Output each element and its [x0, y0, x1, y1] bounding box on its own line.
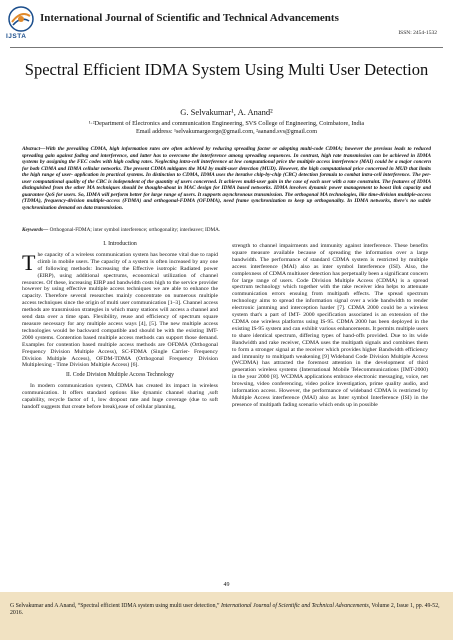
journal-logo-icon	[8, 6, 34, 32]
keywords-label: Keywords—	[22, 227, 49, 233]
cdma-paragraph: In modern communication system, CDMA has created its impact in wireless communication. It offers standard options like dynamic channel sharing ,soft capability, recycle factor of 1, low dropout rate and huge coverage (due to soft handoff suggests that create before break),ease of cellular planning,	[22, 383, 218, 410]
footer-citation	[10, 603, 443, 617]
paper-title: Spectral Efficient IDMA System Using Multi User Detection	[24, 60, 429, 79]
intro-text: he capacity of a wireless communication system has become vital due to rapid climb in mobile users. The capacity of a system is often increased by any one of following methods: Increasing the Effective isotropic Radiated power (EIRP), using additional spectrums, economical utilization of channel resources. Of these, increasing EIRP and bandwidth costs high to the service provider however by using effective multiple access techniques we are able to enhance the capacity. Therefore several researches mainly concentrate on numerous multiple access techniques since the origin of multi user communication [1–3]. Channel access methods are transmission strategies in which many stations will access a channel and send data over a time span. Flexibility, reuse and efficiency of spectrum square measure necessary for any multiple access ways [4], [5]. The new multiple access technologies would be backward compatible and should be with the existing IMT-2000 systems. Contention based multiple access methods can support those demand. Examples for contention based multiple access methods are OFDMA (Orthogonal Frequency Division Multiple Access), SC-FDMA (Single Carrier- Frequency Division Multiple Access), OFDM-TDMA (Orthogonal Frequency Division Multiplexing - Time Division Multiple Access) [6].	[22, 251, 218, 369]
right-paragraph: strength to channel impairments and immunity against interference. These benefits square measure available because of spreading the information over a large bandwidth. The performance of standard CDMA system is restricted by multiple access interference (MAI) also as inter symbol Interference (ISI). Also, the complexness of CDMA multiuser detection has perpetually been a significant concern for large range of users. Code Division Multiple Access (CDMA) is a spread spectrum technology which together with the rake receiver idea helps to attenuate communication errors ensuing from multipath effects. The spread spectrum technology aims to spread the information signal over a wide bandwidth to render electronic jamming and interception harder [7]. CDMA 2000 could be a wireless system that's a part of IMT- 2000 specification associated is an extension of the CDMA one wireless platforms using IS-95. CDMA 2000 has been deployed in the existing IS-95 system and can exhibit various enhancements. It permits multiple users to share identical spectrum, differing types of hand-offs provided. Due to its wide Bandwidth and rake receiver, CDMA uses the multipath signals and combines them to form a stronger signal at the receiver which provides higher Bandwidth efficiency and immunity to multipath weakening [9] Wideband Code Division Multiple Access (WCDMA) has attracted the foremost attention in the development of third generation wireless systems (International Mobile Telecommunications [IMT-2000) in the year 2000 [8]. WCDMA applications embrace electronic messaging, voice, net browsing, video conferencing, video police investigation, prime quality audio, and information access. However, the performance of wideband CDMA is restricted by Multiple Access interference (MAI) also as Inter symbol Interference (ISI) in the presence of multipath fading scenario which ends up in possible	[232, 243, 428, 408]
citation-suffix: , Volume 2, Issue 1, pp. 49-52, 2016.	[10, 603, 440, 617]
issn: ISSN: 2454-1532	[398, 30, 437, 36]
paper-authors: G. Selvakumar¹, A. Anand²	[180, 107, 273, 117]
email-line: Email address: ¹selvakumargeorge@gmail.com, ²aanand.svs@gmail.com	[135, 127, 318, 135]
keywords	[22, 227, 431, 234]
citation-journal: International Journal of Scientific and Technical Advancements	[220, 603, 369, 609]
affiliation-line: ¹·²Department of Electronics and communication Engineering, SVS College of Engineering, Coimbatore, India	[88, 120, 365, 127]
keywords-text: Orthogonal-FDMA; inter symbol interference; orthogonality; interleaver; IDMA.	[48, 227, 221, 233]
section-heading-cdma: II. Code Division Multiple Access Technology	[65, 372, 174, 379]
drop-cap: T	[22, 249, 36, 275]
section-heading-introduction: I. Introduction	[103, 241, 137, 247]
paper-affiliation	[12, 120, 441, 135]
logo-text: IJSTA	[6, 33, 27, 40]
left-column	[22, 238, 218, 413]
page-number: 49	[223, 582, 230, 588]
right-column	[232, 243, 428, 411]
abstract-label: Abstract—	[22, 146, 46, 152]
header-rule	[10, 47, 443, 48]
journal-header	[0, 0, 453, 48]
abstract-text: With the prevailing CDMA, high information rates are often achieved by reducing spreading factor or adopting multi-code CDMA; however the previous leads to reduced spreading gain against fading and interference, and latter has to overcome the interference among spreading sequences. In contrast, high rate transmission can be achieved in IDMA systems by assigning the FEC codes with high coding rates. Neglecting intra-cell interference at low computational price the multiple access interference (MAI) could be a major concern for both CDMA and IDMA cellular networks. The present CDMA mitigates the MAI by multi-user detection (MUD). However, the high computational price concerned in MUD that limits the high range of user- application in practical systems. In distinction to CDMA, IDMA uses the iterative chip-by-chip (CBC) detection formula to combat intra-cell interference. The per-user computational quality of the CBC is independent of the quantity of users concerned. It achieves multi-user gain in the case of each user with a rate constraint. The features of IDMA distinguished from the other MA techniques should be thought-about in MAC design for IDMA based networks. IDMA involves dynamic power management to boost link capacity and guarantee QoS for users. So, IDMA will perform better for large range of users. It supports asynchronous transmission. The orthogonal MA technologies, like time-division multiple-access (TDMA), frequency-division multiple-access (FDMA) and orthogonal-FDMA (OFDMA), need frame synchronization to keep up orthogonality. In IDMA networks, there's no subtle synchronization demand on data transmission.	[22, 146, 431, 211]
citation-prefix: G Selvakumar and A Anand, “Spectral efficient IDMA system using multi user detection,”	[10, 603, 221, 609]
journal-title: International Journal of Scientific and Technical Advancements	[40, 12, 339, 24]
intro-paragraph	[22, 249, 218, 369]
abstract	[22, 146, 431, 211]
